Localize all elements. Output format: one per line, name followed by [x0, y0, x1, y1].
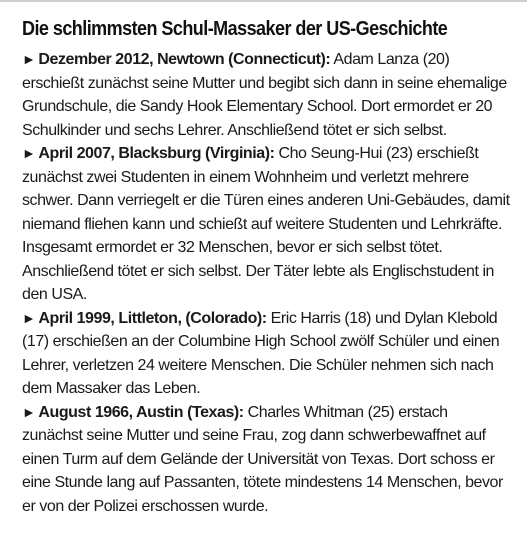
entry-blacksburg [22, 142, 511, 307]
entry-text: Adam Lanza (20) erschießt zunächst seine Mutter und begibt sich dann in seine ehemalige Grundschule, die Sandy Hook Elementary School. Dort ermordet er 20 Schulkinder und sechs Lehrer. Anschließend tötet er sich selbst. [22, 51, 507, 139]
entry-austin [22, 401, 511, 519]
entry-text: Charles Whitman (25) erstach zunächst seine Mutter und seine Frau, zog dann schwerbewaffnet auf einen Turm auf dem Gelände der Universität von Texas. Dort schoss er eine Stunde lang auf Passanten, tötete mindestens 14 Menschen, bevor er von der Polizei erschossen wurde. [22, 403, 503, 515]
entry-newtown [22, 48, 511, 142]
entry-littleton [22, 307, 511, 401]
entry-lead: August 1966, Austin (Texas): [38, 403, 244, 421]
entry-lead: April 1999, Littleton, (Colorado): [38, 309, 267, 327]
triangle-bullet-icon: ► [22, 145, 36, 161]
triangle-bullet-icon: ► [22, 51, 36, 67]
entry-lead: Dezember 2012, Newtown (Connecticut): [38, 51, 331, 68]
entry-text: Eric Harris (18) und Dylan Klebold (17) erschießen an der Columbine High School zwölf Schüler und einen Lehrer, verletzen 24 weitere Menschen. Die Schüler nehmen sich nach dem Massaker das Leben. [22, 309, 500, 397]
headline: Die schlimmsten Schul-Massaker der US-Geschichte [22, 18, 448, 40]
triangle-bullet-icon: ► [22, 309, 36, 326]
entry-text: Cho Seung-Hui (23) erschießt zunächst zwei Studenten in einem Wohnheim und verletzt mehrere schwer. Dann verriegelt er die Türen eines anderen Uni-Gebäudes, damit niemand fliehen kann und schießt auf weitere Studenten und Lehrkräfte. Insgesamt ermordet er 32 Menschen, bevor er sich selbst tötet. Anschließend tötet er sich selbst. Der Täter lebte als Englischstudent in den USA. [22, 145, 510, 303]
triangle-bullet-icon: ► [22, 403, 36, 420]
entry-lead: April 2007, Blacksburg (Virginia): [38, 145, 275, 162]
